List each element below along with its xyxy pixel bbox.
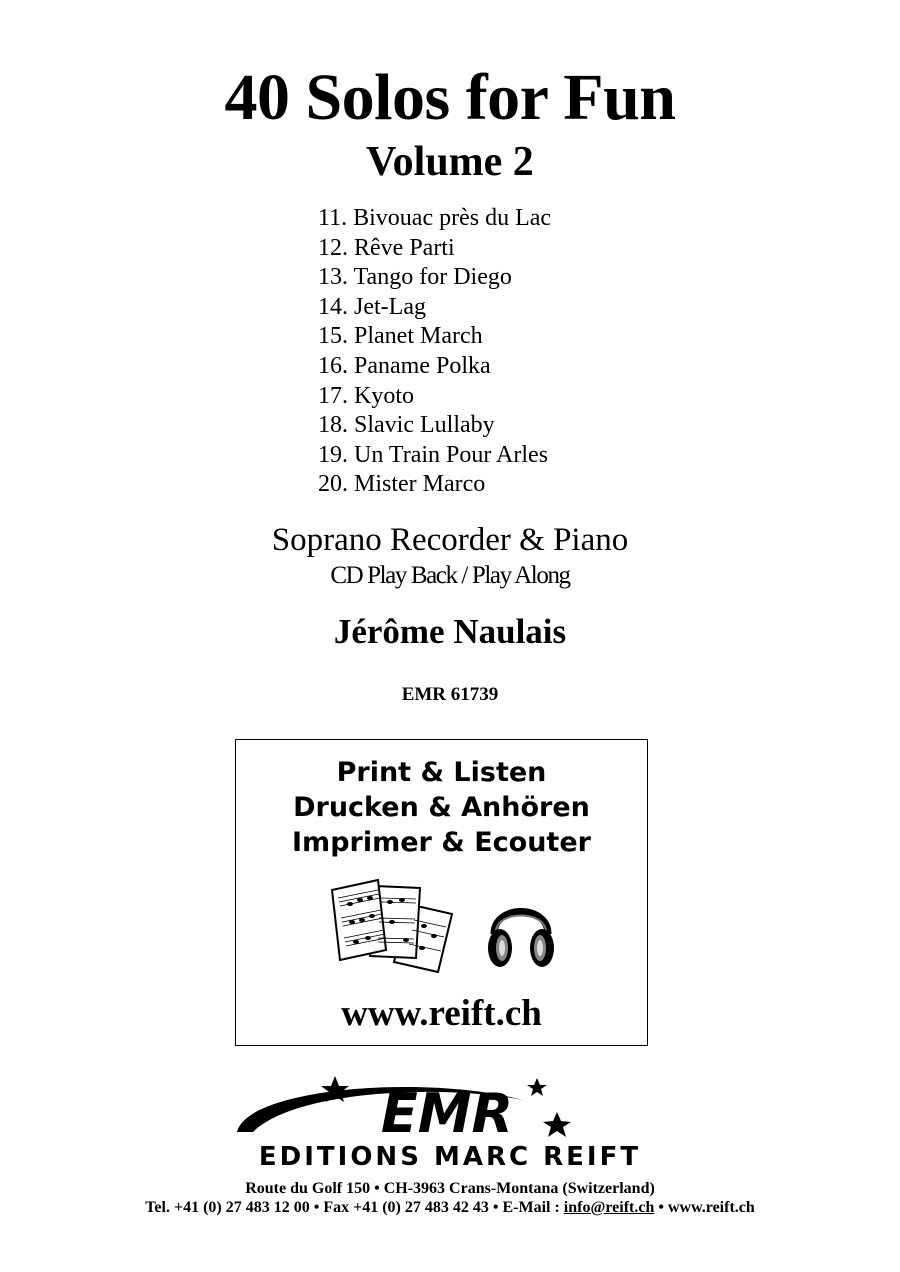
- track-item: 19. Un Train Pour Arles: [318, 441, 549, 468]
- instrumentation: Soprano Recorder & Piano: [271, 522, 629, 558]
- print-listen-box: [235, 739, 648, 1046]
- logo-mark: EMR: [380, 1082, 514, 1145]
- track-item: 16. Paname Polka: [318, 352, 491, 379]
- track-item: 17. Kyoto: [318, 382, 414, 409]
- track-item: 15. Planet March: [318, 323, 483, 350]
- publisher-name: EDITIONS MARC REIFT: [258, 1142, 642, 1172]
- sheet-music-icon: [328, 876, 458, 976]
- book-title: 40 Solos for Fun: [224, 61, 676, 134]
- headphones-icon: [486, 892, 556, 970]
- catalog-number: EMR 61739: [401, 684, 499, 705]
- promo-line-german: Drucken & Anhören: [293, 792, 590, 823]
- track-list: [318, 204, 551, 500]
- track-item: 11. Bivouac près du Lac: [318, 205, 552, 231]
- promo-line-english: Print & Listen: [336, 757, 547, 788]
- track-item: 12. Rêve Parti: [318, 234, 455, 261]
- track-item: 18. Slavic Lullaby: [318, 412, 495, 439]
- contact-website: • www.reift.ch: [654, 1199, 755, 1216]
- track-item: 20. Mister Marco: [318, 471, 486, 498]
- track-item: 14. Jet-Lag: [318, 293, 426, 320]
- composer-name: Jérôme Naulais: [333, 612, 567, 651]
- website-url[interactable]: www.reift.ch: [341, 993, 542, 1034]
- email-link[interactable]: info@reift.ch: [563, 1199, 655, 1216]
- cd-note: CD Play Back / Play Along: [330, 562, 570, 589]
- volume-subtitle: Volume 2: [366, 139, 534, 185]
- publisher-address: Route du Golf 150 • CH-3963 Crans-Montana (Switzerland): [245, 1180, 655, 1197]
- promo-line-french: Imprimer & Ecouter: [292, 827, 591, 858]
- contact-phone-fax: Tel. +41 (0) 27 483 12 00 • Fax +41 (0) 27 483 42 43 • E-Mail :: [145, 1199, 564, 1216]
- publisher-contact: [0, 1198, 900, 1218]
- track-item: 13. Tango for Diego: [318, 264, 512, 291]
